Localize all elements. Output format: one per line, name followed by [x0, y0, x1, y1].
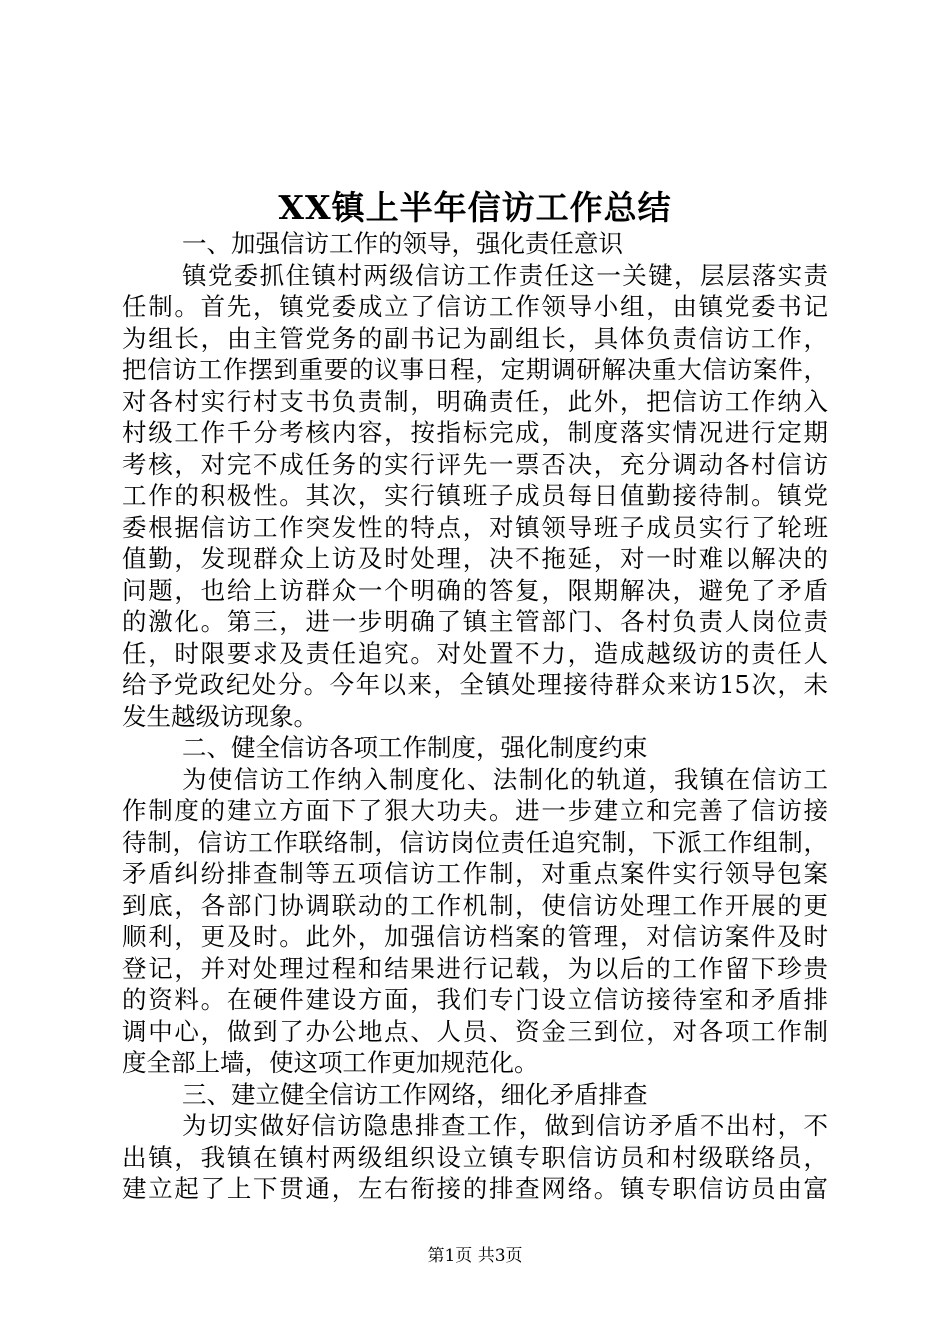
paragraph-line: 作制度的建立方面下了狠大功夫。进一步建立和完善了信访接 [122, 796, 828, 825]
paragraph-line: 为切实做好信访隐患排查工作，做到信访矛盾不出村，不 [182, 1111, 828, 1140]
paragraph-line: 调中心，做到了办公地点、人员、资金三到位，对各项工作制 [122, 1016, 828, 1046]
page-title: XX镇上半年信访工作总结 [278, 188, 672, 227]
paragraph-line: 的激化。第三，进一步明确了镇主管部门、各村负责人岗位责 [122, 607, 828, 636]
paragraph-line: 为组长，由主管党务的副书记为副组长，具体负责信访工作， [122, 323, 828, 353]
section-heading: 三、建立健全信访工作网络，细化矛盾排查 [182, 1079, 648, 1109]
paragraph-line: 给予党政纪处分。今年以来，全镇处理接待群众来访15次，未 [122, 670, 828, 699]
paragraph-line: 考核，对完不成任务的实行评先一票否决，充分调动各村信访 [122, 449, 828, 479]
paragraph-line: 对各村实行村支书负责制，明确责任，此外，把信访工作纳入 [122, 386, 828, 416]
paragraph-line: 矛盾纠纷排查制等五项信访工作制，对重点案件实行领导包案 [122, 859, 828, 888]
paragraph-line: 工作的积极性。其次，实行镇班子成员每日值勤接待制。镇党 [122, 481, 828, 510]
page-footer: 第1页 共3页 [427, 1246, 523, 1266]
paragraph-line: 度全部上墙，使这项工作更加规范化。 [122, 1048, 539, 1077]
paragraph-line: 登记，并对处理过程和结果进行记载，为以后的工作留下珍贵 [122, 953, 828, 983]
section-heading: 二、健全信访各项工作制度，强化制度约束 [182, 733, 648, 762]
paragraph-line: 的资料。在硬件建设方面，我们专门设立信访接待室和矛盾排 [122, 985, 828, 1014]
document-body [122, 228, 828, 1205]
paragraph-line: 村级工作千分考核内容，按指标完成，制度落实情况进行定期 [122, 418, 828, 447]
paragraph-line: 镇党委抓住镇村两级信访工作责任这一关键，层层落实责 [182, 260, 828, 290]
paragraph-line: 出镇，我镇在镇村两级组织设立镇专职信访员和村级联络员， [122, 1142, 828, 1172]
paragraph-line: 发生越级访现象。 [122, 701, 318, 731]
paragraph-line: 值勤，发现群众上访及时处理，决不拖延，对一时难以解决的 [122, 544, 828, 573]
paragraph-line: 把信访工作摆到重要的议事日程，定期调研解决重大信访案件， [122, 355, 828, 384]
paragraph-line: 委根据信访工作突发性的特点，对镇领导班子成员实行了轮班 [122, 512, 828, 542]
paragraph-line: 到底，各部门协调联动的工作机制，使信访处理工作开展的更 [122, 890, 828, 920]
section-heading: 一、加强信访工作的领导，强化责任意识 [182, 229, 623, 258]
paragraph-line: 待制，信访工作联络制，信访岗位责任追究制，下派工作组制， [122, 827, 828, 857]
paragraph-line: 顺利，更及时。此外，加强信访档案的管理，对信访案件及时 [122, 922, 828, 951]
paragraph-line: 建立起了上下贯通，左右衔接的排查网络。镇专职信访员由富 [122, 1174, 828, 1203]
paragraph-line: 任制。首先，镇党委成立了信访工作领导小组，由镇党委书记 [122, 292, 828, 321]
paragraph-line: 问题，也给上访群众一个明确的答复，限期解决，避免了矛盾 [122, 575, 828, 605]
paragraph-line: 任，时限要求及责任追究。对处置不力，造成越级访的责任人 [122, 638, 828, 668]
paragraph-line: 为使信访工作纳入制度化、法制化的轨道，我镇在信访工 [182, 764, 828, 794]
